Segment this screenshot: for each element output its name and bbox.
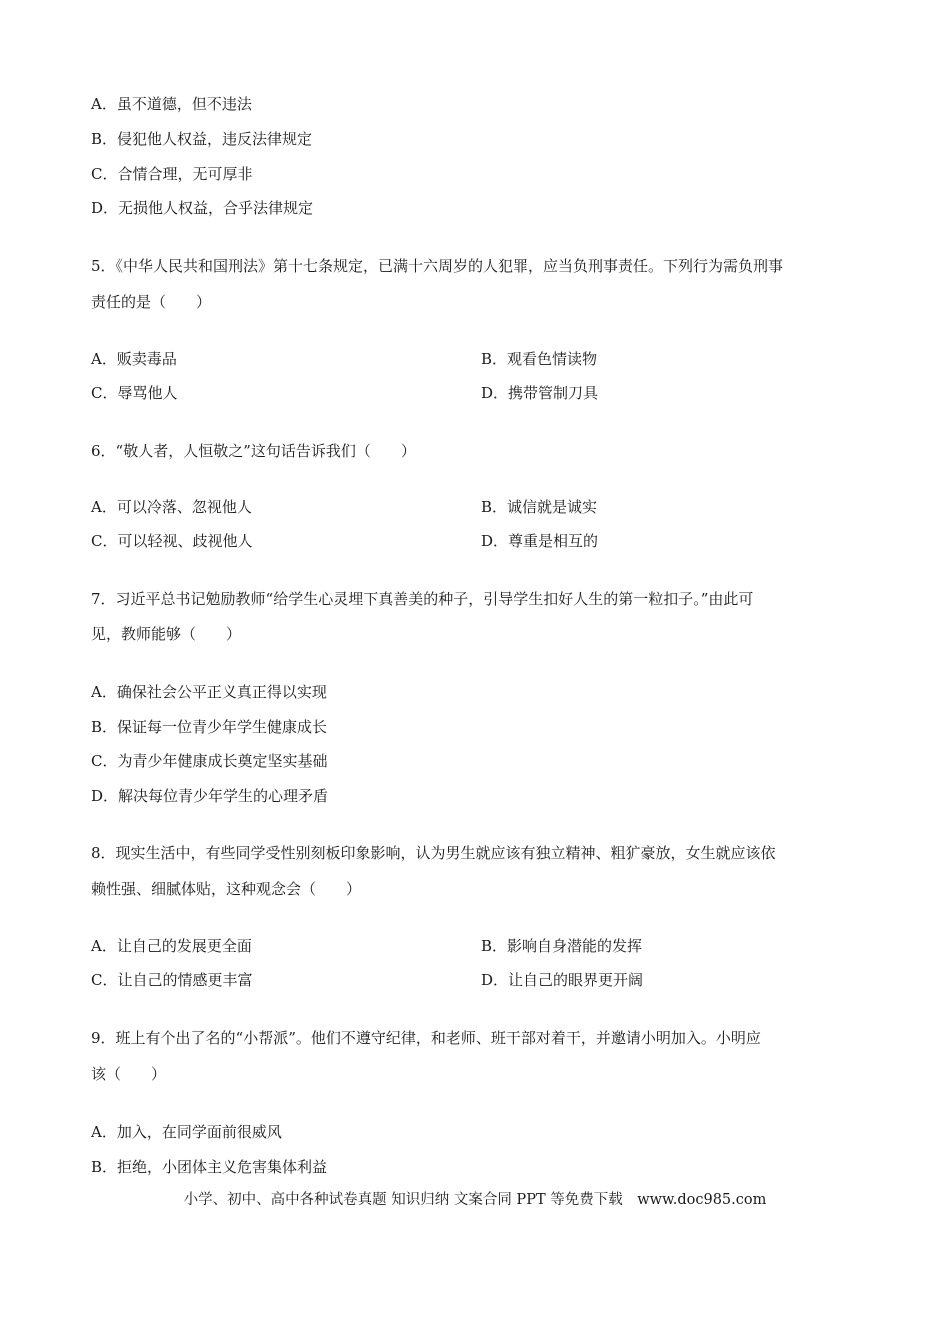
q4-option-c: C．合情合理，无可厚非 [91,165,253,183]
q7-option-c: C．为青少年健康成长奠定坚实基础 [91,752,328,770]
q6-option-c: C．可以轻视、歧视他人 [91,532,253,550]
q9-option-a: A．加入，在同学面前很威风 [91,1123,282,1141]
q7-option-d: D．解决每位青少年学生的心理矛盾 [91,787,329,805]
q6-option-d: D．尊重是相互的 [481,532,599,550]
q8-option-d: D．让自己的眼界更开阔 [481,971,644,989]
q6-option-a: A．可以冷落、忽视他人 [91,498,252,516]
q7-stem-line2: 见，教师能够（ ） [91,625,242,643]
q9-option-b: B．拒绝，小团体主义危害集体利益 [91,1158,328,1176]
q8-stem-line1: 8．现实生活中，有些同学受性别刻板印象影响，认为男生就应该有独立精神、粗犷豪放，女生就应该依 [91,844,776,862]
q4-option-a: A．虽不道德，但不违法 [91,95,252,113]
q7-option-b: B．保证每一位青少年学生健康成长 [91,718,328,736]
q8-stem-line2: 赖性强、细腻体贴，这种观念会（ ） [91,880,362,898]
q5-stem-line2: 责任的是（ ） [91,293,212,311]
q5-stem-line1: 5．《中华人民共和国刑法》第十七条规定，已满十六周岁的人犯罪，应当负刑事责任。下列行为需负刑事 [91,257,784,275]
q7-option-a: A．确保社会公平正义真正得以实现 [91,683,327,701]
q5-option-a: A．贩卖毒品 [91,350,177,368]
q7-stem-line1: 7．习近平总书记勉励教师“给学生心灵埋下真善美的种子，引导学生扣好人生的第一粒扣子。”由此可 [91,590,754,608]
q6-stem: 6．“敬人者，人恒敬之”这句话告诉我们（ ） [91,442,416,460]
page-footer: 小学、初中、高中各种试卷真题 知识归纳 文案合同 PPT 等免费下载 www.doc985.com [183,1192,767,1208]
q4-option-b: B．侵犯他人权益，违反法律规定 [91,130,313,148]
q8-option-c: C．让自己的情感更丰富 [91,971,253,989]
q4-option-d: D．无损他人权益，合乎法律规定 [91,199,314,217]
q5-option-c: C．辱骂他人 [91,384,178,402]
q9-stem-line2: 该（ ） [91,1065,167,1083]
q6-option-b: B．诚信就是诚实 [481,498,598,516]
q9-stem-line1: 9．班上有个出了名的“小帮派”。他们不遵守纪律，和老师、班干部对着干，并邀请小明加入。小明应 [91,1029,761,1047]
q8-option-a: A．让自己的发展更全面 [91,937,252,955]
q8-option-b: B．影响自身潜能的发挥 [481,937,643,955]
q5-option-d: D．携带管制刀具 [481,384,599,402]
q5-option-b: B．观看色情读物 [481,350,598,368]
